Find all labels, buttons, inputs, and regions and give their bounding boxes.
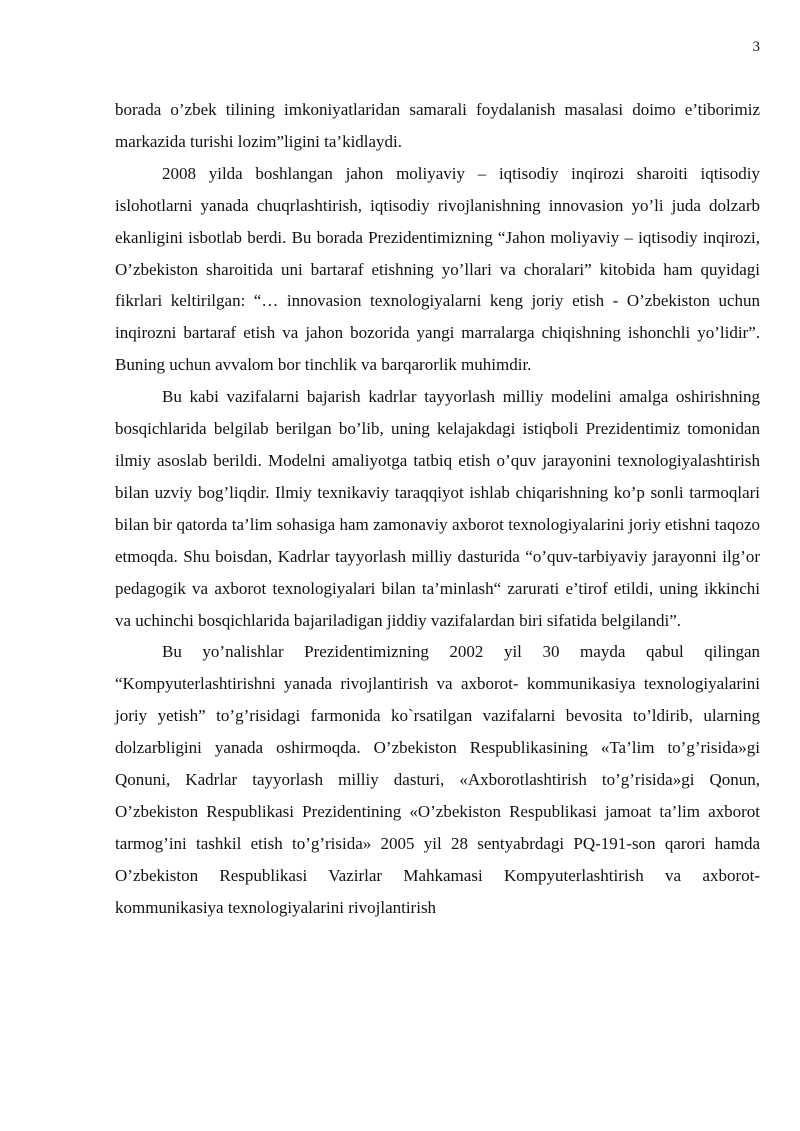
page-number: 3 xyxy=(752,39,760,55)
paragraph-4: Bu yo’nalishlar Prezidentimizning 2002 yil 30 mayda qabul qilingan “Kompyuterlashtirishni yanada rivojlantirish va axborot- kommunikasiya texnologiyalarini joriy yetish” to’g’risidagi farmonida ko`rsatilgan vazifalarni bevosita to’ldirib, ularning dolzarbligini yanada oshirmoqda. O’zbekiston Respublikasining «Ta’lim to’g’risida»gi Qonuni, Kadrlar tayyorlash milliy dasturi, «Axborotlashtirish to’g’risida»gi Qonun, O’zbekiston Respublikasi Prezidentining «O’zbekiston Respublikasi jamoat ta’lim axborot tarmog’ini tashkil etish to’g’risida» 2005 yil 28 sentyabrdagi PQ-191-son qarori hamda O’zbekiston Respublikasi Vazirlar Mahkamasi Kompyuterlashtirish va axborot-kommunikasiya texnologiyalarini rivojlantirish xyxy=(115,642,760,917)
paragraph-2: 2008 yilda boshlangan jahon moliyaviy – iqtisodiy inqirozi sharoiti iqtisodiy islohotlarni yanada chuqrlashtirish, iqtisodiy rivojlanishning innovasion yo’li juda dolzarb ekanligini isbotlab berdi. Bu borada Prezidentimizning “Jahon moliyaviy – iqtisodiy inqirozi, O’zbekiston sharoitida uni bartaraf etishning yo’llari va choralari” kitobida ham quyidagi fikrlari keltirilgan: “… innovasion texnologiyalarni keng joriy etish - O’zbekiston uchun inqirozni bartaraf etish va jahon bozorida yangi marralarga chiqishning ishonchli yo’lidir”. Buning uchun avvalom bor tinchlik va barqarorlik muhimdir. xyxy=(115,163,760,375)
paragraph-3: Bu kabi vazifalarni bajarish kadrlar tayyorlash milliy modelini amalga oshirishning bosqichlarida belgilab berilgan bo’lib, uning kelajakdagi istiqboli Prezidentimiz tomonidan ilmiy asoslab berildi. Modelni amaliyotga tatbiq etish o’quv jarayonini texnologiyalashtirish bilan uzviy bog’liqdir. Ilmiy texnikaviy taraqqiyot ishlab chiqarishning ko’p sonli tarmoqlari bilan bir qatorda ta’lim sohasiga ham zamonaviy axborot texnologiyalarini joriy etishni taqozo etmoqda. Shu boisdan, Kadrlar tayyorlash milliy dasturida “o’quv-tarbiyaviy jarayonni ilg’or pedagogik va axborot texnologiyalari bilan ta’minlash“ zarurati e’tirof etildi, uning ikkinchi va uchinchi bosqichlarida bajariladigan jiddiy vazifalardan biri sifatida belgilandi”. xyxy=(115,387,760,630)
document-body xyxy=(115,94,760,924)
paragraph-1: borada o’zbek tilining imkoniyatlaridan samarali foydalanish masalasi doimo e’tiborimiz markazida turishi lozim”ligini ta’kidlaydi. xyxy=(115,100,760,151)
